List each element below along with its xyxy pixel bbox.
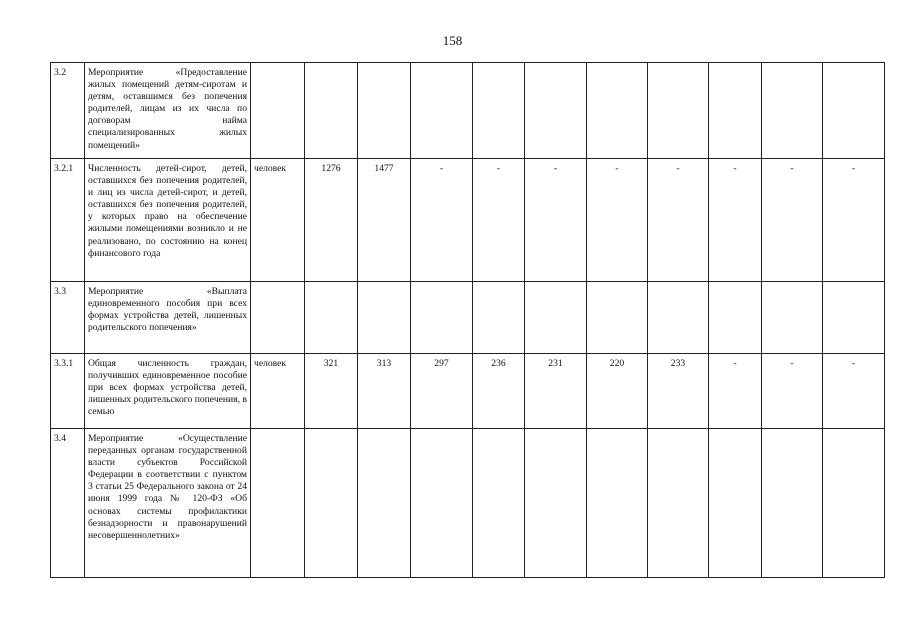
value-cell (411, 282, 473, 354)
value-cell: 233 (648, 354, 709, 429)
row-number: 3.3 (51, 282, 85, 354)
value-cell (648, 282, 709, 354)
row-description: Мероприятие «Предоставление жилых помещений детям-сиротам и детям, оставшимся без попечения родителей, лицам из их числа по договорам найма специализированных жилых помещений» (85, 63, 251, 159)
value-cell: 297 (411, 354, 473, 429)
row-number: 3.3.1 (51, 354, 85, 429)
row-number: 3.2.1 (51, 159, 85, 282)
value-cell: - (823, 159, 885, 282)
row-number: 3.4 (51, 429, 85, 578)
value-cell (587, 63, 648, 159)
value-cell (358, 282, 411, 354)
value-cell: 231 (525, 354, 587, 429)
value-cell: 313 (358, 354, 411, 429)
value-cell: - (823, 354, 885, 429)
row-unit (251, 282, 305, 354)
value-cell (762, 63, 823, 159)
value-cell: - (709, 159, 762, 282)
value-cell: - (648, 159, 709, 282)
value-cell: - (525, 159, 587, 282)
value-cell: - (473, 159, 525, 282)
row-unit: человек (251, 354, 305, 429)
table-row (51, 63, 885, 159)
value-cell (587, 429, 648, 578)
value-cell: 1477 (358, 159, 411, 282)
row-unit (251, 63, 305, 159)
value-cell (823, 282, 885, 354)
table-row (51, 282, 885, 354)
value-cell (587, 282, 648, 354)
value-cell (473, 63, 525, 159)
value-cell: - (411, 159, 473, 282)
value-cell: 220 (587, 354, 648, 429)
value-cell: - (762, 159, 823, 282)
value-cell (358, 63, 411, 159)
value-cell (709, 282, 762, 354)
value-cell (305, 282, 358, 354)
row-unit: человек (251, 159, 305, 282)
value-cell: 321 (305, 354, 358, 429)
page-number: 158 (442, 33, 463, 48)
row-description: Мероприятие «Осуществление переданных органам государственной власти субъектов Российской Федерации в соответствии с пунктом 3 статьи 25 Федерального закона от 24 июня 1999 года № 120-ФЗ «Об основах системы профилактики безнадзорности и правонарушений несовершеннолетних» (85, 429, 251, 578)
value-cell (525, 63, 587, 159)
row-description: Мероприятие «Выплата единовременного пособия при всех формах устройства детей, лишенных родительского попечения» (85, 282, 251, 354)
value-cell (473, 282, 525, 354)
value-cell (473, 429, 525, 578)
value-cell (648, 429, 709, 578)
value-cell: - (587, 159, 648, 282)
value-cell: - (762, 354, 823, 429)
value-cell (525, 282, 587, 354)
value-cell (823, 429, 885, 578)
value-cell (823, 63, 885, 159)
row-description: Численность детей-сирот, детей, оставшихся без попечения родителей, и лиц из числа детей-сирот, и детей, оставшихся без попечения родителей, у которых право на обеспечение жилыми помещениями возникло и не реализовано, по состоянию на конец финансового года (85, 159, 251, 282)
value-cell (525, 429, 587, 578)
value-cell (709, 429, 762, 578)
table-row (51, 159, 885, 282)
value-cell (709, 63, 762, 159)
row-description: Общая численность граждан, получивших единовременное пособие при всех формах устройства детей, лишенных родительского попечения, в семью (85, 354, 251, 429)
row-number: 3.2 (51, 63, 85, 159)
value-cell (411, 429, 473, 578)
value-cell (648, 63, 709, 159)
value-cell (411, 63, 473, 159)
value-cell (762, 429, 823, 578)
indicator-table (50, 62, 885, 578)
table-row (51, 429, 885, 578)
row-unit (251, 429, 305, 578)
value-cell (762, 282, 823, 354)
value-cell (358, 429, 411, 578)
value-cell (305, 429, 358, 578)
value-cell: 1276 (305, 159, 358, 282)
value-cell: 236 (473, 354, 525, 429)
table-row (51, 354, 885, 429)
value-cell (305, 63, 358, 159)
value-cell: - (709, 354, 762, 429)
